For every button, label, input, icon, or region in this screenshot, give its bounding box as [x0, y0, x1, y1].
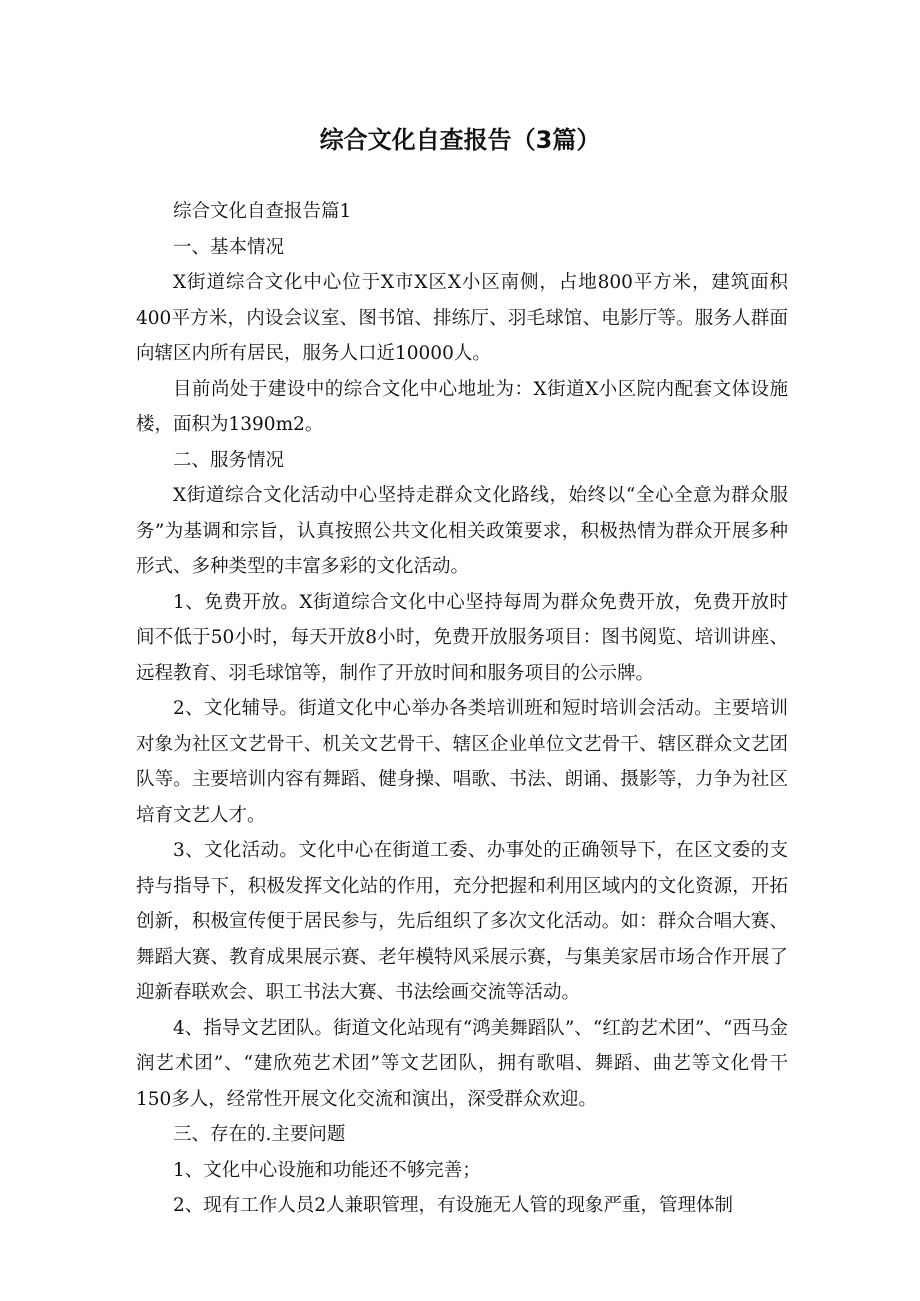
paragraph-service-intro: X街道综合文化活动中心坚持走群众文化路线，始终以“全心全意为群众服务”为基调和宗旨，认真按照公共文化相关政策要求，积极热情为群众开展多种形式、多种类型的丰富多彩的文化活动。 [136, 485, 788, 577]
report-subtitle: 综合文化自查报告篇1 [173, 201, 352, 222]
paragraph-free-opening: 1、免费开放。X街道综合文化中心坚持每周为群众免费开放，免费开放时间不低于50小时，每天开放8小时，免费开放服务项目：图书阅览、培训讲座、远程教育、羽毛球馆等，制作了开放时间和服务项目的公示牌。 [136, 591, 788, 684]
document-body [136, 194, 788, 1224]
paragraph-basic-info: X街道综合文化中心位于X市X区X小区南侧，占地800平方米，建筑面积400平方米，内设会议室、图书馆、排练厅、羽毛球馆、电影厅等。服务人群面向辖区内所有居民，服务人口近10000人。 [136, 272, 788, 364]
section-heading-service: 二、服务情况 [173, 449, 285, 471]
paragraph-cultural-activities: 3、文化活动。文化中心在街道工委、办事处的正确领导下，在区文委的支持与指导下，积极发挥文化站的作用，充分把握和利用区域内的文化资源，开拓创新，积极宣传便于居民参与，先后组织了多次文化活动。如：群众合唱大赛、舞蹈大赛、教育成果展示赛、老年模特风采展示赛，与集美家居市场合作开展了迎新春联欢会、职工书法大赛、书法绘画交流等活动。 [136, 840, 788, 1003]
paragraph-address: 目前尚处于建设中的综合文化中心地址为：X街道X小区院内配套文体设施楼，面积为1390m2。 [136, 378, 788, 435]
document-title: 综合文化自查报告（3篇） [319, 126, 601, 154]
paragraph-problem-1: 1、文化中心设施和功能还不够完善； [173, 1159, 481, 1181]
section-heading-basic-info: 一、基本情况 [173, 236, 285, 258]
paragraph-problem-2: 2、现有工作人员2人兼职管理，有设施无人管的现象严重，管理体制 [173, 1195, 734, 1216]
paragraph-cultural-guidance: 2、文化辅导。街道文化中心举办各类培训班和短时培训会活动。主要培训对象为社区文艺骨干、机关文艺骨干、辖区企业单位文艺骨干、辖区群众文艺团队等。主要培训内容有舞蹈、健身操、唱歌、书法、朗诵、摄影等，力争为社区培育文艺人才。 [136, 698, 788, 826]
paragraph-art-teams: 4、指导文艺团队。街道文化站现有“鸿美舞蹈队”、“红韵艺术团”、“西马金润艺术团”、“建欣苑艺术团”等文艺团队，拥有歌唱、舞蹈、曲艺等文化骨干150多人，经常性开展文化交流和演出，深受群众欢迎。 [136, 1017, 788, 1110]
section-heading-problems: 三、存在的.主要问题 [173, 1124, 346, 1145]
